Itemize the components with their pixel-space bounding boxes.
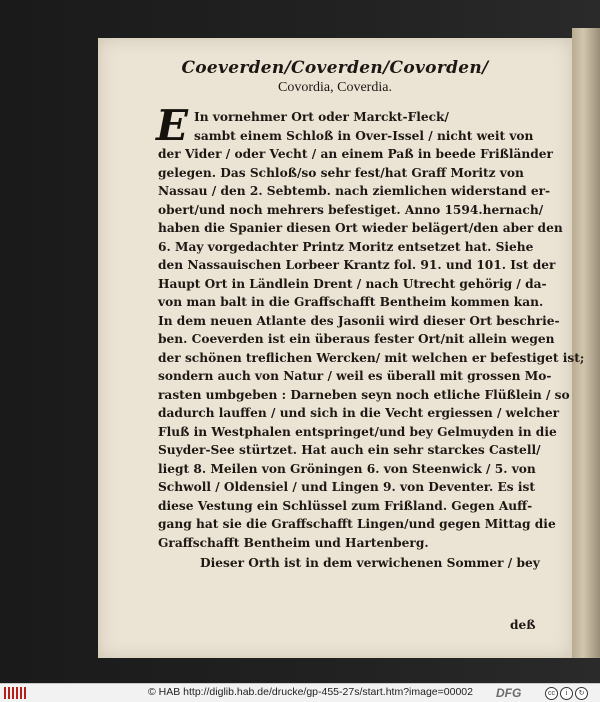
viewer-footer xyxy=(0,683,600,702)
text-line: obert/und noch mehrers befestiget. Anno 1594.hernach/ xyxy=(158,203,544,217)
next-page-edge xyxy=(572,28,600,658)
text-line: Fluß in Westphalen entspringet/und bey Gelmuyden in die xyxy=(158,425,557,439)
text-line: dadurch lauffen / und sich in die Vecht ergiessen / welcher xyxy=(158,406,560,420)
text-line: ben. Coeverden ist ein überaus fester Ort/nit allein wegen xyxy=(158,332,555,346)
text-line: 6. May vorgedachter Printz Moritz entsetzet hat. Siehe xyxy=(158,240,534,254)
text-line: rasten umbgeben : Darneben seyn noch etliche Flüßlein / so xyxy=(158,388,570,402)
text-line: In vornehmer Ort oder Marckt-Fleck/ xyxy=(194,110,449,124)
text-line: Nassau / den 2. Sebtemb. nach ziemlichen widerstand er- xyxy=(158,184,551,198)
sa-icon: ↻ xyxy=(575,687,588,700)
page-subtitle: Covordia, Coverdia. xyxy=(278,80,392,95)
drop-cap-initial: E xyxy=(156,101,189,150)
dfg-logo: DFG xyxy=(496,686,522,700)
hab-logo-icon xyxy=(4,687,26,699)
text-line: der Vider / oder Vecht / an einem Paß in beede Frißländer xyxy=(158,147,553,161)
text-line: sondern auch von Natur / weil es überall mit grossen Mo- xyxy=(158,369,552,383)
text-line: Haupt Ort in Ländlein Drent / nach Utrecht gehörig / da- xyxy=(158,277,547,291)
text-line: der schönen treflichen Wercken/ mit welchen er befestiget ist; xyxy=(158,351,585,365)
document-page xyxy=(98,38,585,658)
cc-icon: cc xyxy=(545,687,558,700)
text-line: Schwoll / Oldensiel / und Lingen 9. von Deventer. Es ist xyxy=(158,480,536,494)
text-line: gelegen. Das Schloß/so sehr fest/hat Graff Moritz von xyxy=(158,166,524,180)
text-line: sambt einem Schloß in Over-Issel / nicht weit von xyxy=(194,129,534,143)
text-line: Dieser Orth ist in dem verwichenen Sommer / bey xyxy=(200,556,540,570)
by-icon: i xyxy=(560,687,573,700)
text-line: In dem neuen Atlante des Jasonii wird dieser Ort beschrie- xyxy=(158,314,560,328)
text-line: haben die Spanier diesen Ort wieder belägert/den aber den xyxy=(158,221,563,235)
text-line: den Nassauischen Lorbeer Krantz fol. 91. und 101. Ist der xyxy=(158,258,556,272)
text-line: von man balt in die Graffschafft Bentheim kommen kan. xyxy=(158,295,544,309)
text-line: gang hat sie die Graffschafft Lingen/und gegen Mittag die xyxy=(158,517,556,531)
text-line: diese Vestung ein Schlüssel zum Frißland. Gegen Auff- xyxy=(158,499,533,513)
page-title: Coeverden/Coverden/Covorden/ xyxy=(181,58,489,78)
text-line: Suyder-See stürtzet. Hat auch ein sehr starckes Castell/ xyxy=(158,443,541,457)
text-line: liegt 8. Meilen von Gröningen 6. von Steenwick / 5. von xyxy=(158,462,536,476)
catchword: deß xyxy=(510,618,536,632)
source-link[interactable]: © HAB http://diglib.hab.de/drucke/gp-455-27s/start.htm?image=00002 xyxy=(148,686,473,698)
text-line: Graffschafft Bentheim und Hartenberg. xyxy=(158,536,429,550)
